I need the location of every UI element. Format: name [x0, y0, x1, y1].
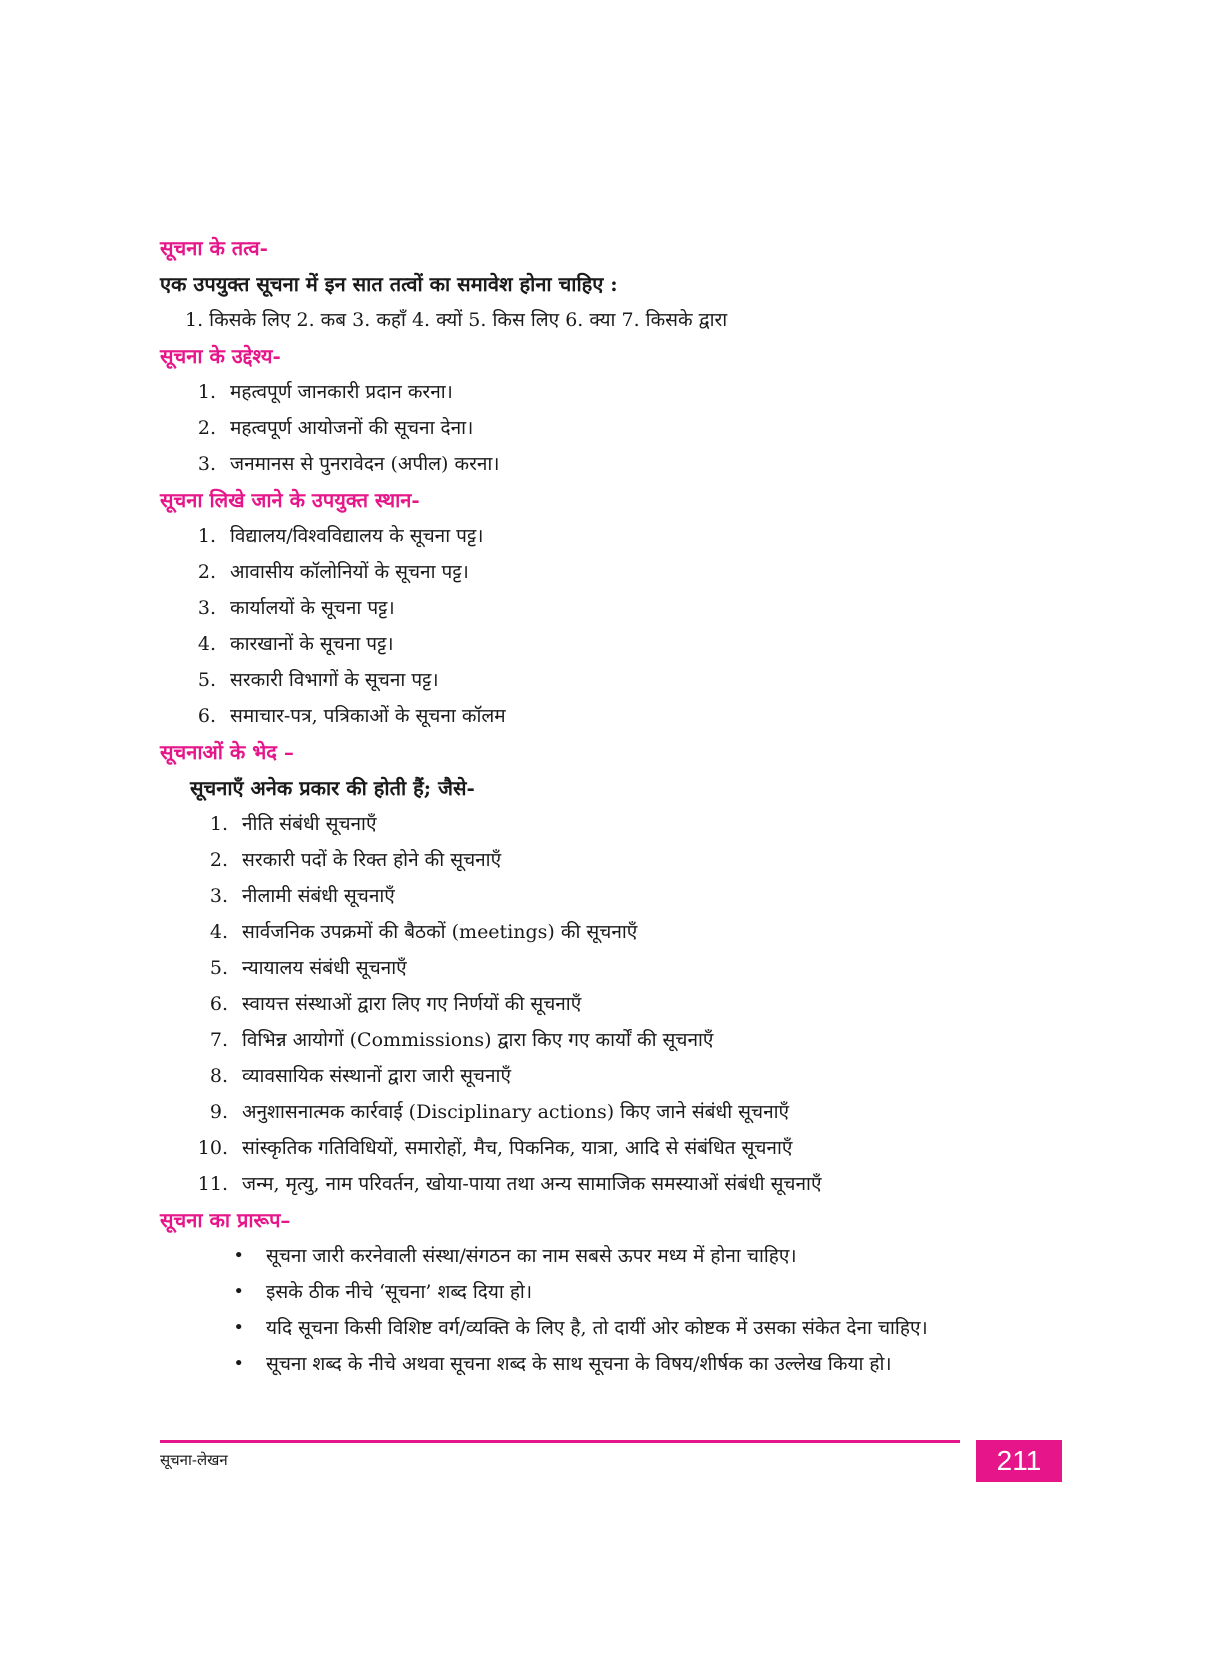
item-number: 11.	[197, 1173, 228, 1195]
list-item	[160, 554, 1060, 590]
list-item	[160, 626, 1060, 662]
list-item	[160, 842, 1060, 878]
elements-intro: एक उपयुक्त सूचना में इन सात तत्वों का समावेश होना चाहिए :	[160, 272, 618, 296]
bullet-icon: •	[233, 1281, 244, 1302]
list-item	[160, 1130, 1060, 1166]
item-text: जनमानस से पुनरावेदन (अपील) करना।	[230, 453, 500, 475]
section-heading-objectives: सूचना के उद्देश्य-	[160, 344, 281, 368]
item-number: 8.	[209, 1065, 228, 1087]
format-list	[160, 1238, 1060, 1382]
item-number: 5.	[197, 669, 216, 691]
item-number: 4.	[197, 633, 216, 655]
list-item	[160, 590, 1060, 626]
section-heading-types: सूचनाओं के भेद –	[160, 740, 294, 764]
list-item	[160, 1166, 1060, 1202]
item-text: आवासीय कॉलोनियों के सूचना पट्ट।	[230, 561, 469, 583]
list-item	[160, 986, 1060, 1022]
item-text: नीति संबंधी सूचनाएँ	[242, 813, 377, 835]
item-number: 6.	[197, 705, 216, 727]
item-text: स्वायत्त संस्थाओं द्वारा लिए गए निर्णयों की सूचनाएँ	[242, 993, 582, 1015]
item-number: 2.	[197, 417, 216, 439]
item-number: 1.	[197, 525, 216, 547]
item-text: विभिन्न आयोगों (Commissions) द्वारा किए गए कार्यों की सूचनाएँ	[242, 1029, 714, 1051]
item-text: सरकारी पदों के रिक्त होने की सूचनाएँ	[242, 849, 502, 871]
item-number: 10.	[197, 1137, 228, 1159]
bullet-item	[160, 1346, 1060, 1382]
objectives-list	[160, 374, 1060, 482]
footer-divider	[160, 1440, 960, 1443]
bullet-item	[160, 1238, 1060, 1274]
item-text: सरकारी विभागों के सूचना पट्ट।	[230, 669, 439, 691]
list-item	[160, 662, 1060, 698]
item-text: कार्यालयों के सूचना पट्ट।	[230, 597, 395, 619]
bullet-text: इसके ठीक नीचे ‘सूचना’ शब्द दिया हो।	[266, 1281, 533, 1303]
list-item	[160, 1058, 1060, 1094]
list-item	[160, 1094, 1060, 1130]
list-item	[160, 374, 1060, 410]
types-intro: सूचनाएँ अनेक प्रकार की होती हैं; जैसे-	[190, 776, 475, 800]
item-text: समाचार-पत्र, पत्रिकाओं के सूचना कॉलम	[230, 705, 506, 727]
bullet-text: सूचना शब्द के नीचे अथवा सूचना शब्द के साथ सूचना के विषय/शीर्षक का उल्लेख किया हो।	[266, 1353, 892, 1375]
bullet-item	[160, 1310, 1060, 1346]
bullet-item	[160, 1274, 1060, 1310]
item-text: महत्वपूर्ण आयोजनों की सूचना देना।	[230, 417, 474, 439]
item-number: 3.	[197, 453, 216, 475]
item-number: 6.	[209, 993, 228, 1015]
footer-chapter-label: सूचना-लेखन	[160, 1451, 228, 1469]
page-content	[160, 230, 1060, 1382]
bullet-text: सूचना जारी करनेवाली संस्था/संगठन का नाम सबसे ऊपर मध्य में होना चाहिए।	[266, 1245, 797, 1267]
section-heading-elements: सूचना के तत्व-	[160, 236, 268, 260]
types-list	[160, 806, 1060, 1202]
item-number: 1.	[197, 381, 216, 403]
list-item	[160, 446, 1060, 482]
item-number: 4.	[209, 921, 228, 943]
item-number: 7.	[209, 1029, 228, 1051]
list-item	[160, 878, 1060, 914]
item-text: न्यायालय संबंधी सूचनाएँ	[242, 957, 407, 979]
item-number: 2.	[197, 561, 216, 583]
item-text: सांस्कृतिक गतिविधियों, समारोहों, मैच, पिकनिक, यात्रा, आदि से संबंधित सूचनाएँ	[242, 1137, 793, 1159]
item-number: 5.	[209, 957, 228, 979]
bullet-icon: •	[233, 1317, 244, 1338]
item-text: जन्म, मृत्यु, नाम परिवर्तन, खोया-पाया तथा अन्य सामाजिक समस्याओं संबंधी सूचनाएँ	[242, 1173, 822, 1195]
item-number: 3.	[209, 885, 228, 907]
bullet-icon: •	[233, 1353, 244, 1374]
elements-list: 1. किसके लिए 2. कब 3. कहाँ 4. क्यों 5. किस लिए 6. क्या 7. किसके द्वारा	[185, 309, 728, 331]
item-text: अनुशासनात्मक कार्रवाई (Disciplinary actions) किए जाने संबंधी सूचनाएँ	[242, 1101, 790, 1123]
item-text: नीलामी संबंधी सूचनाएँ	[242, 885, 395, 907]
page-number-badge: 211	[976, 1440, 1062, 1482]
item-number: 2.	[209, 849, 228, 871]
list-item	[160, 1022, 1060, 1058]
item-text: विद्यालय/विश्वविद्यालय के सूचना पट्ट।	[230, 525, 484, 547]
item-number: 9.	[209, 1101, 228, 1123]
section-heading-places: सूचना लिखे जाने के उपयुक्त स्थान-	[160, 488, 420, 512]
list-item	[160, 914, 1060, 950]
list-item	[160, 698, 1060, 734]
item-text: सार्वजनिक उपक्रमों की बैठकों (meetings) की सूचनाएँ	[242, 921, 638, 943]
bullet-text: यदि सूचना किसी विशिष्ट वर्ग/व्यक्ति के लिए है, तो दायीं ओर कोष्टक में उसका संकेत देना चाहिए।	[266, 1317, 928, 1339]
item-text: कारखानों के सूचना पट्ट।	[230, 633, 394, 655]
item-number: 1.	[209, 813, 228, 835]
list-item	[160, 806, 1060, 842]
item-text: व्यावसायिक संस्थानों द्वारा जारी सूचनाएँ	[242, 1065, 511, 1087]
list-item	[160, 410, 1060, 446]
places-list	[160, 518, 1060, 734]
list-item	[160, 950, 1060, 986]
bullet-icon: •	[233, 1245, 244, 1266]
item-text: महत्वपूर्ण जानकारी प्रदान करना।	[230, 381, 453, 403]
list-item	[160, 518, 1060, 554]
section-heading-format: सूचना का प्रारूप–	[160, 1208, 291, 1232]
item-number: 3.	[197, 597, 216, 619]
